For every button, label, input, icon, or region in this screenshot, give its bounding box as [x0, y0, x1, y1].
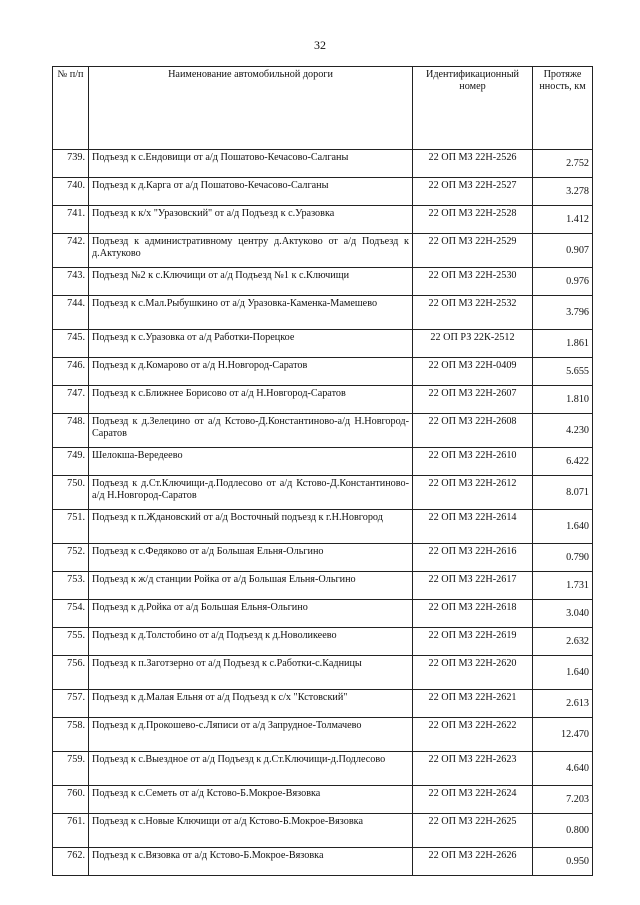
table-row: [53, 600, 593, 628]
row-number: 739.: [53, 150, 89, 178]
road-name: Подъезд к с.Новые Ключищи от а/д Кстово-Б.Мокрое-Вязовка: [89, 814, 413, 848]
road-id: 22 ОП МЗ 22Н-2529: [413, 234, 533, 268]
road-name: Подъезд к с.Выездное от а/д Подъезд к д.Ст.Ключищи-д.Подлесово: [89, 752, 413, 786]
road-name: Подъезд к с.Вязовка от а/д Кстово-Б.Мокрое-Вязовка: [89, 848, 413, 876]
road-length: 4.230: [533, 414, 593, 448]
road-length: 0.950: [533, 848, 593, 876]
road-name: Подъезд к с.Мал.Рыбушкино от а/д Уразовка-Каменка-Мамешево: [89, 296, 413, 330]
road-id: 22 ОП МЗ 22Н-2624: [413, 786, 533, 814]
road-name: Подъезд к с.Ближнее Борисово от а/д Н.Новгород-Саратов: [89, 386, 413, 414]
table-row: [53, 448, 593, 476]
road-length: 1.861: [533, 330, 593, 358]
road-id: 22 ОП МЗ 22Н-2612: [413, 476, 533, 510]
table-row: [53, 544, 593, 572]
road-id: 22 ОП МЗ 22Н-2532: [413, 296, 533, 330]
road-name: Подъезд к с.Федяково от а/д Большая Ельня-Ольгино: [89, 544, 413, 572]
road-length: 0.790: [533, 544, 593, 572]
road-id: 22 ОП МЗ 22Н-2528: [413, 206, 533, 234]
road-name: Подъезд к д.Зелецино от а/д Кстово-Д.Константиново-а/д Н.Новгород-Саратов: [89, 414, 413, 448]
road-id: 22 ОП МЗ 22Н-2526: [413, 150, 533, 178]
row-number: 752.: [53, 544, 89, 572]
road-id: 22 ОП МЗ 22Н-2616: [413, 544, 533, 572]
row-number: 760.: [53, 786, 89, 814]
road-name: Шелокша-Вередеево: [89, 448, 413, 476]
row-number: 751.: [53, 510, 89, 544]
row-number: 759.: [53, 752, 89, 786]
road-length: 2.752: [533, 150, 593, 178]
road-id: 22 ОП МЗ 22Н-2607: [413, 386, 533, 414]
table-row: [53, 386, 593, 414]
road-id: 22 ОП РЗ 22К-2512: [413, 330, 533, 358]
header-name: Наименование автомобильной дороги: [89, 67, 413, 150]
road-id: 22 ОП МЗ 22Н-0409: [413, 358, 533, 386]
road-id: 22 ОП МЗ 22Н-2625: [413, 814, 533, 848]
road-id: 22 ОП МЗ 22Н-2610: [413, 448, 533, 476]
row-number: 744.: [53, 296, 89, 330]
road-name: Подъезд к д.Комарово от а/д Н.Новгород-Саратов: [89, 358, 413, 386]
road-id: 22 ОП МЗ 22Н-2626: [413, 848, 533, 876]
road-name: Подъезд к п.Ждановский от а/д Восточный подъезд к г.Н.Новгород: [89, 510, 413, 544]
table-row: [53, 358, 593, 386]
table-row: [53, 510, 593, 544]
table-row: [53, 572, 593, 600]
row-number: 754.: [53, 600, 89, 628]
header-num: № п/п: [53, 67, 89, 150]
roads-table: [52, 66, 593, 876]
table-row: [53, 752, 593, 786]
row-number: 741.: [53, 206, 89, 234]
road-length: 7.203: [533, 786, 593, 814]
road-id: 22 ОП МЗ 22Н-2608: [413, 414, 533, 448]
row-number: 750.: [53, 476, 89, 510]
row-number: 740.: [53, 178, 89, 206]
road-length: 3.278: [533, 178, 593, 206]
road-id: 22 ОП МЗ 22Н-2619: [413, 628, 533, 656]
road-length: 0.800: [533, 814, 593, 848]
road-length: 5.655: [533, 358, 593, 386]
road-id: 22 ОП МЗ 22Н-2620: [413, 656, 533, 690]
table-row: [53, 178, 593, 206]
road-id: 22 ОП МЗ 22Н-2621: [413, 690, 533, 718]
row-number: 755.: [53, 628, 89, 656]
road-id: 22 ОП МЗ 22Н-2622: [413, 718, 533, 752]
table-row: [53, 268, 593, 296]
road-name: Подъезд №2 к с.Ключищи от а/д Подъезд №1 к с.Ключищи: [89, 268, 413, 296]
table-row: [53, 330, 593, 358]
header-code: Идентификационный номер: [413, 67, 533, 150]
road-name: Подъезд к ж/д станции Ройка от а/д Большая Ельня-Ольгино: [89, 572, 413, 600]
row-number: 749.: [53, 448, 89, 476]
table-row: [53, 786, 593, 814]
road-id: 22 ОП МЗ 22Н-2618: [413, 600, 533, 628]
road-length: 2.632: [533, 628, 593, 656]
road-name: Подъезд к д.Прокошево-с.Ляписи от а/д Запрудное-Толмачево: [89, 718, 413, 752]
table-row: [53, 690, 593, 718]
table-row: [53, 150, 593, 178]
row-number: 753.: [53, 572, 89, 600]
table-row: [53, 234, 593, 268]
road-name: Подъезд к д.Малая Ельня от а/д Подъезд к с/х "Кстовский": [89, 690, 413, 718]
road-length: 0.976: [533, 268, 593, 296]
road-name: Подъезд к к/х "Уразовский" от а/д Подъезд к с.Уразовка: [89, 206, 413, 234]
road-id: 22 ОП МЗ 22Н-2623: [413, 752, 533, 786]
table-body: [53, 150, 593, 876]
road-length: 1.640: [533, 656, 593, 690]
table-row: [53, 718, 593, 752]
road-length: 2.613: [533, 690, 593, 718]
table-row: [53, 296, 593, 330]
road-name: Подъезд к административному центру д.Актуково от а/д Подъезд к д.Актуково: [89, 234, 413, 268]
header-length: Протяже нность, км: [533, 67, 593, 150]
road-id: 22 ОП МЗ 22Н-2527: [413, 178, 533, 206]
road-length: 6.422: [533, 448, 593, 476]
road-name: Подъезд к д.Ройка от а/д Большая Ельня-Ольгино: [89, 600, 413, 628]
table-row: [53, 848, 593, 876]
row-number: 743.: [53, 268, 89, 296]
row-number: 747.: [53, 386, 89, 414]
table-row: [53, 476, 593, 510]
road-length: 8.071: [533, 476, 593, 510]
row-number: 757.: [53, 690, 89, 718]
road-name: Подъезд к д.Толстобино от а/д Подъезд к д.Новоликеево: [89, 628, 413, 656]
road-name: Подъезд к п.Заготзерно от а/д Подъезд к с.Работки-с.Кадницы: [89, 656, 413, 690]
road-length: 0.907: [533, 234, 593, 268]
table-row: [53, 628, 593, 656]
table-header-row: [53, 67, 593, 150]
row-number: 748.: [53, 414, 89, 448]
row-number: 745.: [53, 330, 89, 358]
row-number: 762.: [53, 848, 89, 876]
road-name: Подъезд к д.Карга от а/д Пошатово-Кечасово-Салганы: [89, 178, 413, 206]
road-name: Подъезд к с.Семеть от а/д Кстово-Б.Мокрое-Вязовка: [89, 786, 413, 814]
page-number: 32: [314, 38, 326, 52]
road-length: 1.640: [533, 510, 593, 544]
road-length: 12.470: [533, 718, 593, 752]
road-length: 1.810: [533, 386, 593, 414]
road-length: 1.412: [533, 206, 593, 234]
road-length: 3.040: [533, 600, 593, 628]
road-id: 22 ОП МЗ 22Н-2614: [413, 510, 533, 544]
road-length: 3.796: [533, 296, 593, 330]
table-row: [53, 414, 593, 448]
road-id: 22 ОП МЗ 22Н-2617: [413, 572, 533, 600]
row-number: 756.: [53, 656, 89, 690]
row-number: 746.: [53, 358, 89, 386]
road-name: Подъезд к с.Ендовищи от а/д Пошатово-Кечасово-Салганы: [89, 150, 413, 178]
row-number: 761.: [53, 814, 89, 848]
road-length: 1.731: [533, 572, 593, 600]
row-number: 742.: [53, 234, 89, 268]
road-length: 4.640: [533, 752, 593, 786]
road-name: Подъезд к д.Ст.Ключищи-д.Подлесово от а/д Кстово-Д.Константиново-а/д Н.Новгород-Саратов: [89, 476, 413, 510]
road-name: Подъезд к с.Уразовка от а/д Работки-Порецкое: [89, 330, 413, 358]
row-number: 758.: [53, 718, 89, 752]
table-row: [53, 206, 593, 234]
table-row: [53, 656, 593, 690]
road-id: 22 ОП МЗ 22Н-2530: [413, 268, 533, 296]
table-row: [53, 814, 593, 848]
